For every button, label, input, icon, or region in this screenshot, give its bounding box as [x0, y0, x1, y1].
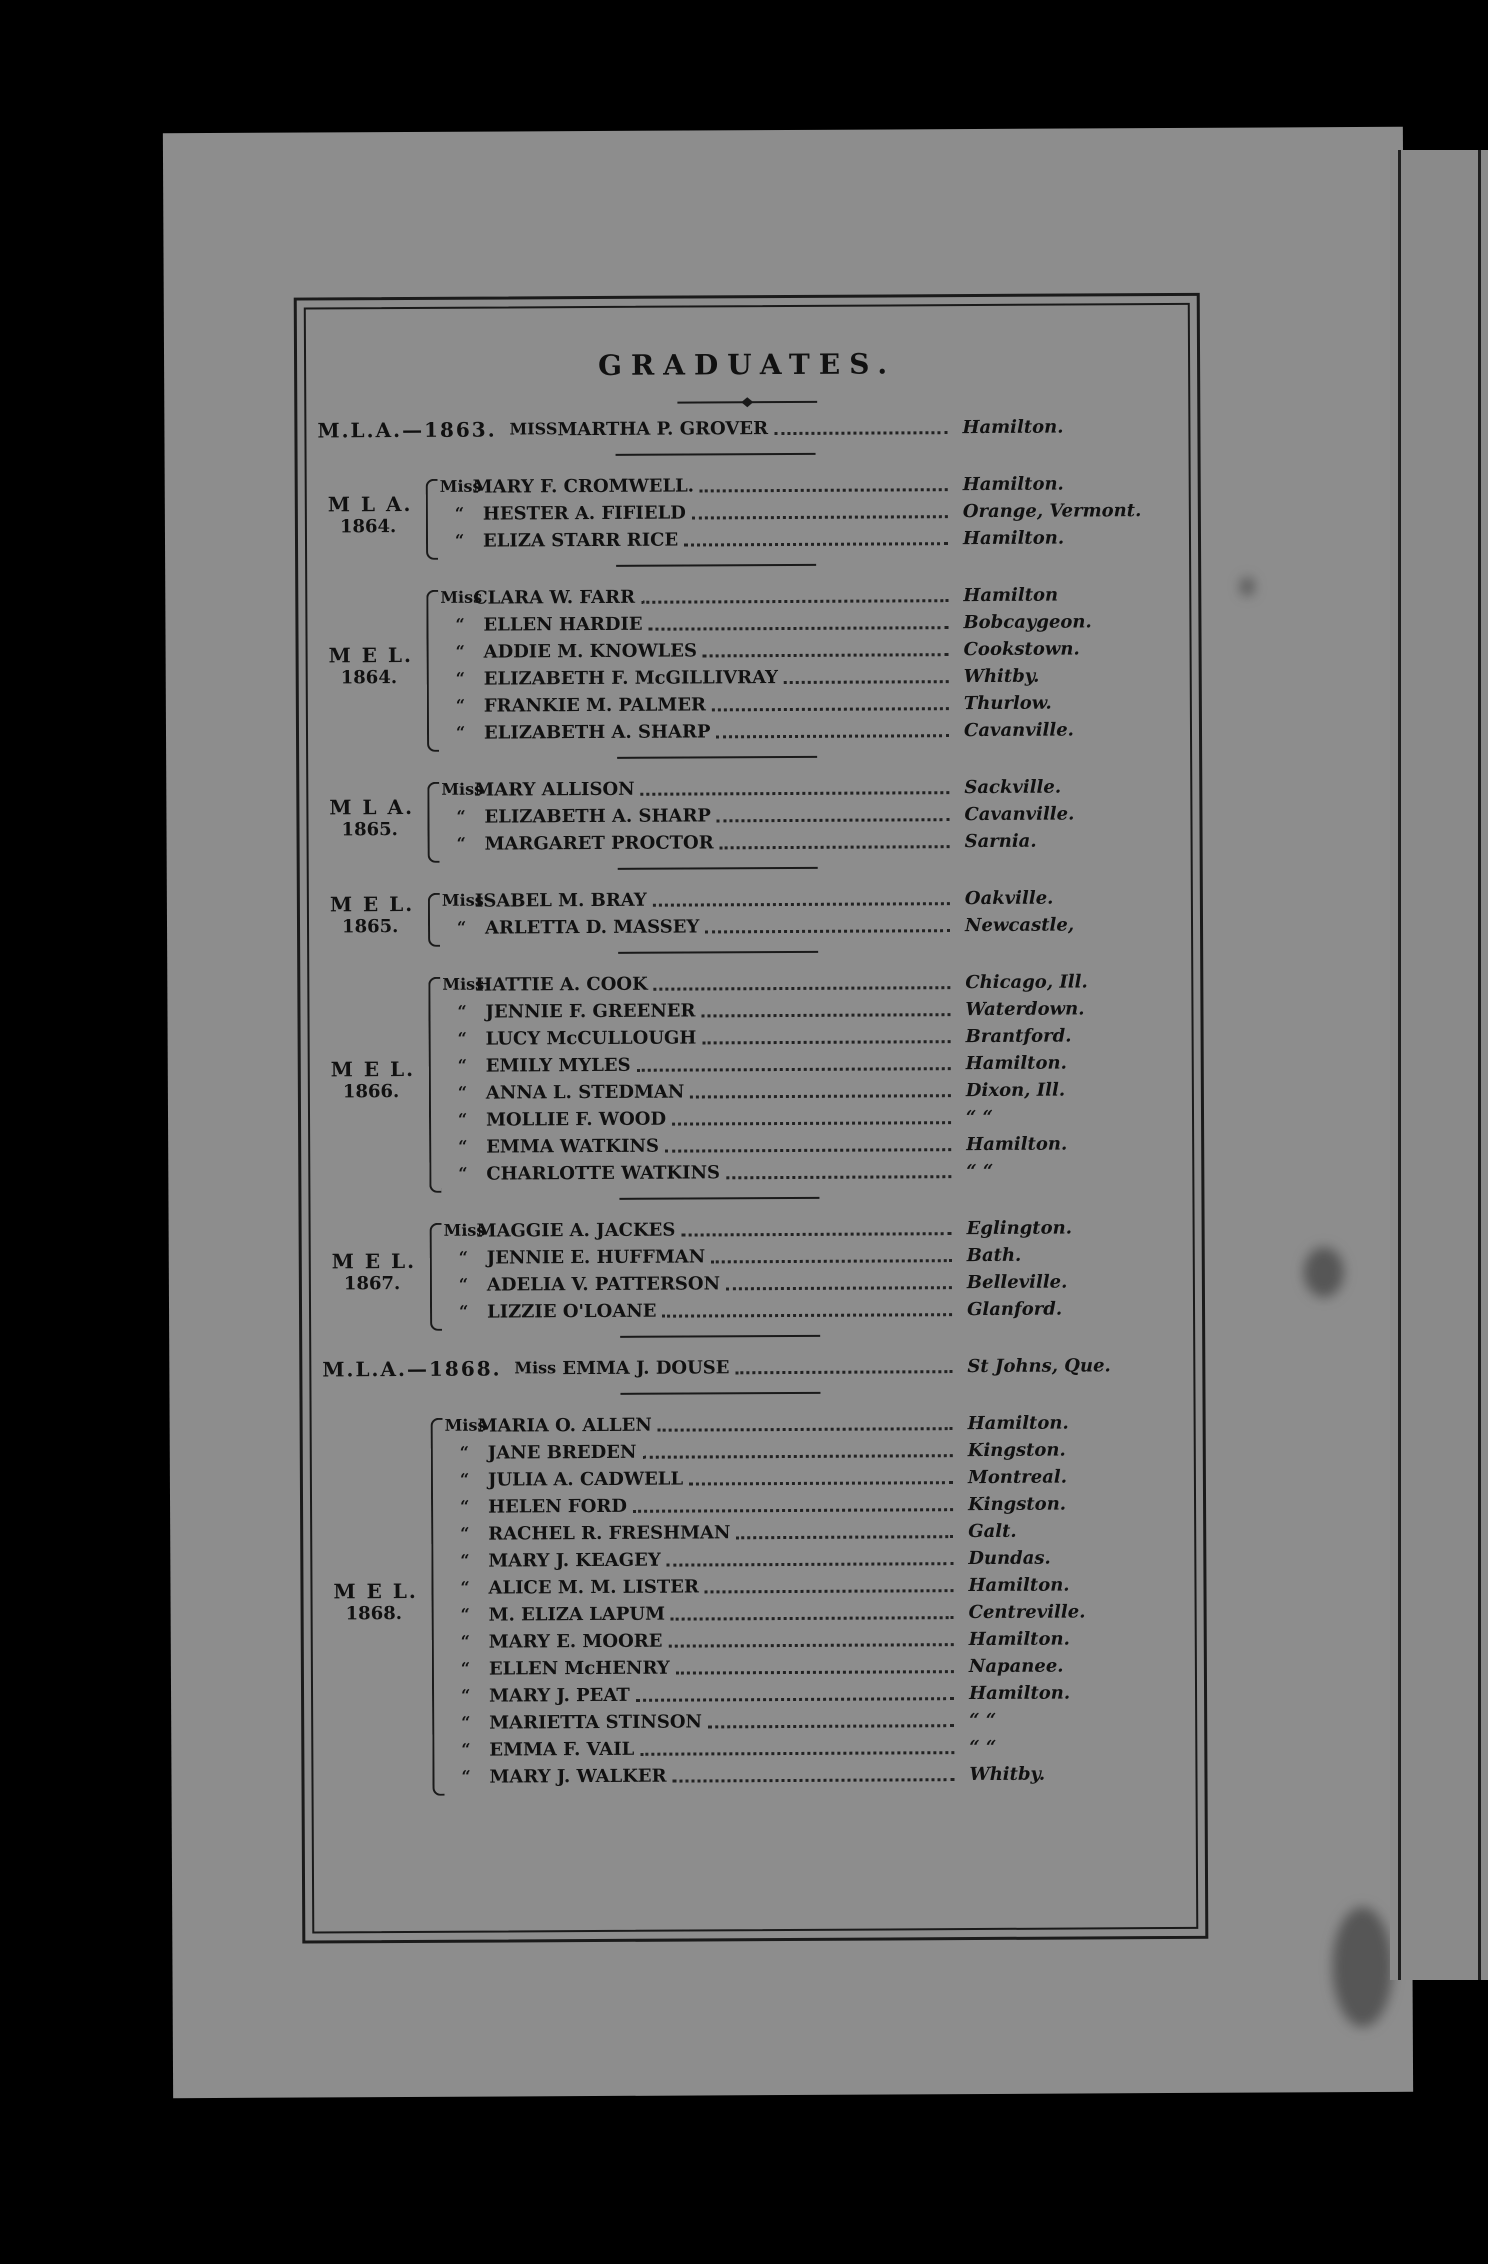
hometown: Thurlow. [963, 692, 1052, 715]
graduation-year: 1864. [339, 515, 397, 537]
graduate-name: JENNIE F. GREENER [485, 1000, 696, 1023]
hometown: Dixon, Ill. [965, 1079, 1066, 1102]
graduate-name: MAGGIE A. JACKES [476, 1219, 676, 1242]
honorific: “ [458, 1301, 469, 1321]
graduate-name: JENNIE E. HUFFMAN [486, 1246, 706, 1269]
adjacent-page-rule [1398, 150, 1401, 1980]
honorific: Miss [442, 974, 485, 994]
hometown: Waterdown. [965, 998, 1085, 1021]
graduate-name: ADDIE M. KNOWLES [483, 640, 698, 663]
graduate-name: ELIZABETH A. SHARP [483, 721, 711, 744]
hometown: Whitby. [969, 1763, 1046, 1786]
graduate-name: EMMA WATKINS [486, 1135, 659, 1158]
honorific: “ [455, 722, 466, 742]
honorific: “ [458, 1247, 469, 1267]
hometown: Napanee. [968, 1655, 1064, 1678]
honorific: “ [460, 1577, 470, 1597]
degree-code: M E L. [329, 891, 415, 917]
degree-code: M L A. [327, 491, 413, 516]
honorific: “ [460, 1523, 470, 1543]
hometown: Chicago, Ill. [965, 971, 1088, 994]
group-brace [428, 893, 440, 947]
hometown: “ “ [965, 1106, 994, 1129]
hometown: “ “ [969, 1736, 997, 1759]
hometown: Bobcaygeon. [963, 611, 1092, 634]
graduate-name: MARY E. MOORE [488, 1630, 663, 1653]
graduate-name: EMMA J. DOUSE [562, 1357, 730, 1380]
graduate-name: MARIA O. ALLEN [477, 1414, 652, 1437]
graduate-name: JANE BREDEN [487, 1441, 637, 1464]
hometown: Hamilton. [966, 1133, 1068, 1156]
ink-smudge [1332, 1907, 1393, 2027]
graduate-name: HESTER A. FIFIELD [482, 502, 686, 525]
honorific: Miss [439, 476, 482, 496]
hometown: Hamilton. [968, 1628, 1070, 1651]
graduate-name: MARY J. KEAGEY [488, 1549, 661, 1572]
graduate-name: ELLEN McHENRY [488, 1657, 670, 1680]
hometown: Eglington. [966, 1217, 1072, 1240]
graduate-name: HELEN FORD [488, 1495, 627, 1518]
graduate-name: MOLLIE F. WOOD [485, 1108, 667, 1131]
honorific: Miss [440, 587, 483, 607]
hometown: Cavanville. [964, 803, 1075, 826]
honorific: “ [458, 1136, 468, 1156]
honorific: “ [454, 530, 465, 550]
graduation-year: 1868. [345, 1603, 403, 1625]
honorific: “ [459, 1442, 470, 1462]
honorific: “ [461, 1766, 471, 1786]
hometown: “ “ [966, 1160, 994, 1183]
honorific: “ [456, 833, 466, 853]
honorific: “ [456, 806, 466, 826]
honorific: “ [457, 1028, 467, 1048]
graduate-name: MARTHA P. GROVER [557, 418, 769, 441]
hometown: Hamilton. [965, 1052, 1067, 1075]
group-brace [427, 782, 439, 863]
group-brace [428, 977, 441, 1193]
honorific: “ [460, 1658, 471, 1678]
honorific: “ [457, 1082, 468, 1102]
hometown: “ “ [969, 1709, 997, 1732]
graduate-name: ISABEL M. BRAY [474, 889, 647, 912]
hometown: Sarnia. [964, 830, 1037, 853]
graduate-name: ELIZABETH A. SHARP [484, 805, 711, 828]
honorific: “ [455, 668, 465, 688]
hometown: Hamilton. [967, 1412, 1069, 1435]
hometown: Belleville. [966, 1271, 1068, 1294]
honorific: “ [458, 1274, 469, 1294]
hometown: Hamilton [963, 584, 1059, 607]
honorific: Miss [514, 1358, 557, 1378]
hometown: Dundas. [968, 1547, 1051, 1570]
graduation-year: 1865. [341, 818, 398, 840]
honorific: Miss [443, 1220, 486, 1240]
degree-code: M E L. [333, 1578, 418, 1604]
honorific: “ [460, 1496, 470, 1516]
honorific: “ [459, 1469, 470, 1489]
hometown: Oakville. [964, 887, 1054, 910]
graduate-name: ADELIA V. PATTERSON [486, 1273, 721, 1296]
graduate-name: RACHEL R. FRESHMAN [488, 1522, 731, 1545]
honorific: “ [457, 1001, 467, 1021]
honorific: “ [460, 1631, 471, 1651]
hometown: Cookstown. [963, 638, 1080, 661]
graduate-name: MARY ALLISON [474, 778, 635, 801]
graduate-name: MARGARET PROCTOR [484, 832, 714, 855]
honorific: “ [455, 695, 466, 715]
degree-code: M E L. [330, 1056, 416, 1082]
hometown: Glanford. [966, 1298, 1063, 1321]
honorific: Miss [441, 779, 484, 799]
degree-code: M L A. [329, 794, 415, 819]
scanned-page [163, 127, 1413, 2098]
page-title: GRADUATES. [597, 347, 897, 382]
graduate-name: EMMA F. VAIL [489, 1738, 635, 1761]
dot-leader [774, 429, 947, 435]
graduation-year: 1866. [342, 1081, 400, 1103]
graduation-year: 1867. [343, 1273, 401, 1295]
hometown: Hamilton. [962, 473, 1064, 496]
degree-code: M E L. [328, 642, 414, 668]
graduate-name: JULIA A. CADWELL [487, 1468, 684, 1491]
hometown: Newcastle, [964, 914, 1075, 937]
degree-code: M E L. [331, 1248, 417, 1274]
honorific: “ [458, 1163, 468, 1183]
honorific: Miss [444, 1415, 487, 1435]
hometown: Kingston. [967, 1439, 1066, 1462]
honorific: “ [457, 1055, 468, 1075]
hometown: Hamilton. [968, 1574, 1070, 1597]
hometown: Galt. [968, 1520, 1017, 1543]
hometown: Hamilton. [962, 527, 1065, 550]
hometown: Kingston. [968, 1493, 1067, 1516]
graduate-name: MARIETTA STINSON [489, 1711, 703, 1734]
hometown: Bath. [966, 1244, 1022, 1267]
ink-smudge [1304, 1247, 1344, 1297]
hometown: Whitby. [963, 665, 1040, 688]
hometown: Brantford. [965, 1025, 1072, 1048]
hometown: Hamilton. [968, 1682, 1071, 1705]
graduate-name: EMILY MYLES [485, 1054, 631, 1077]
honorific: “ [456, 917, 467, 937]
graduate-name: LUCY McCULLOUGH [485, 1027, 697, 1050]
page-frame [294, 293, 1209, 1944]
honorific: “ [461, 1712, 471, 1732]
graduate-name: ARLETTA D. MASSEY [484, 916, 700, 939]
honorific: “ [457, 1109, 468, 1129]
adjacent-page-rule [1478, 150, 1481, 1980]
honorific: “ [460, 1550, 470, 1570]
graduation-year: 1865. [341, 916, 399, 938]
graduate-name: M. ELIZA LAPUM [488, 1603, 666, 1626]
adjacent-page-edge [1390, 150, 1488, 1980]
graduate-name: CHARLOTTE WATKINS [486, 1162, 721, 1185]
graduate-name: HATTIE A. COOK [475, 973, 648, 996]
graduate-name: CLARA W. FARR [473, 586, 636, 609]
title-ornament-divider [677, 396, 817, 409]
graduate-name: ELIZABETH F. McGILLIVRAY [483, 667, 779, 690]
group-brace [431, 1418, 445, 1796]
hometown: Montreal. [967, 1466, 1068, 1489]
graduate-name: ELLEN HARDIE [483, 613, 643, 636]
honorific: “ [460, 1604, 470, 1624]
graduate-name: ANNA L. STEDMAN [485, 1081, 685, 1104]
honorific: “ [461, 1739, 471, 1759]
hometown: Centreville. [968, 1601, 1086, 1624]
honorific: “ [455, 641, 465, 661]
group-brace [430, 1223, 443, 1331]
ink-smudge [1240, 578, 1254, 596]
honorific: Miss [441, 890, 484, 910]
hometown: Hamilton. [962, 416, 1064, 439]
group-brace [426, 479, 438, 560]
honorific: “ [454, 503, 465, 523]
graduation-year: 1864. [340, 667, 398, 689]
hometown: Cavanville. [963, 719, 1074, 742]
graduate-name: MARY J. PEAT [488, 1684, 630, 1707]
graduate-name: LIZZIE O'LOANE [486, 1300, 657, 1323]
graduate-name: ELIZA STARR RICE [482, 529, 679, 552]
hometown: Orange, Vermont. [962, 500, 1142, 523]
honorific: “ [460, 1685, 471, 1705]
graduate-name: MARY F. CROMWELL. [472, 475, 695, 498]
group-brace [426, 590, 439, 752]
hometown: Sackville. [964, 776, 1062, 799]
graduate-name: ALICE M. M. LISTER [488, 1576, 699, 1599]
degree-code: M.L.A.—1863. [317, 417, 497, 443]
hometown: St Johns, Que. [967, 1355, 1111, 1378]
honorific: “ [455, 614, 465, 634]
dot-leader [784, 678, 949, 684]
graduate-name: MARY J. WALKER [489, 1765, 667, 1788]
degree-code: M.L.A.—1868. [322, 1356, 502, 1382]
graduate-name: FRANKIE M. PALMER [483, 694, 707, 717]
honorific: MISS [509, 419, 558, 439]
